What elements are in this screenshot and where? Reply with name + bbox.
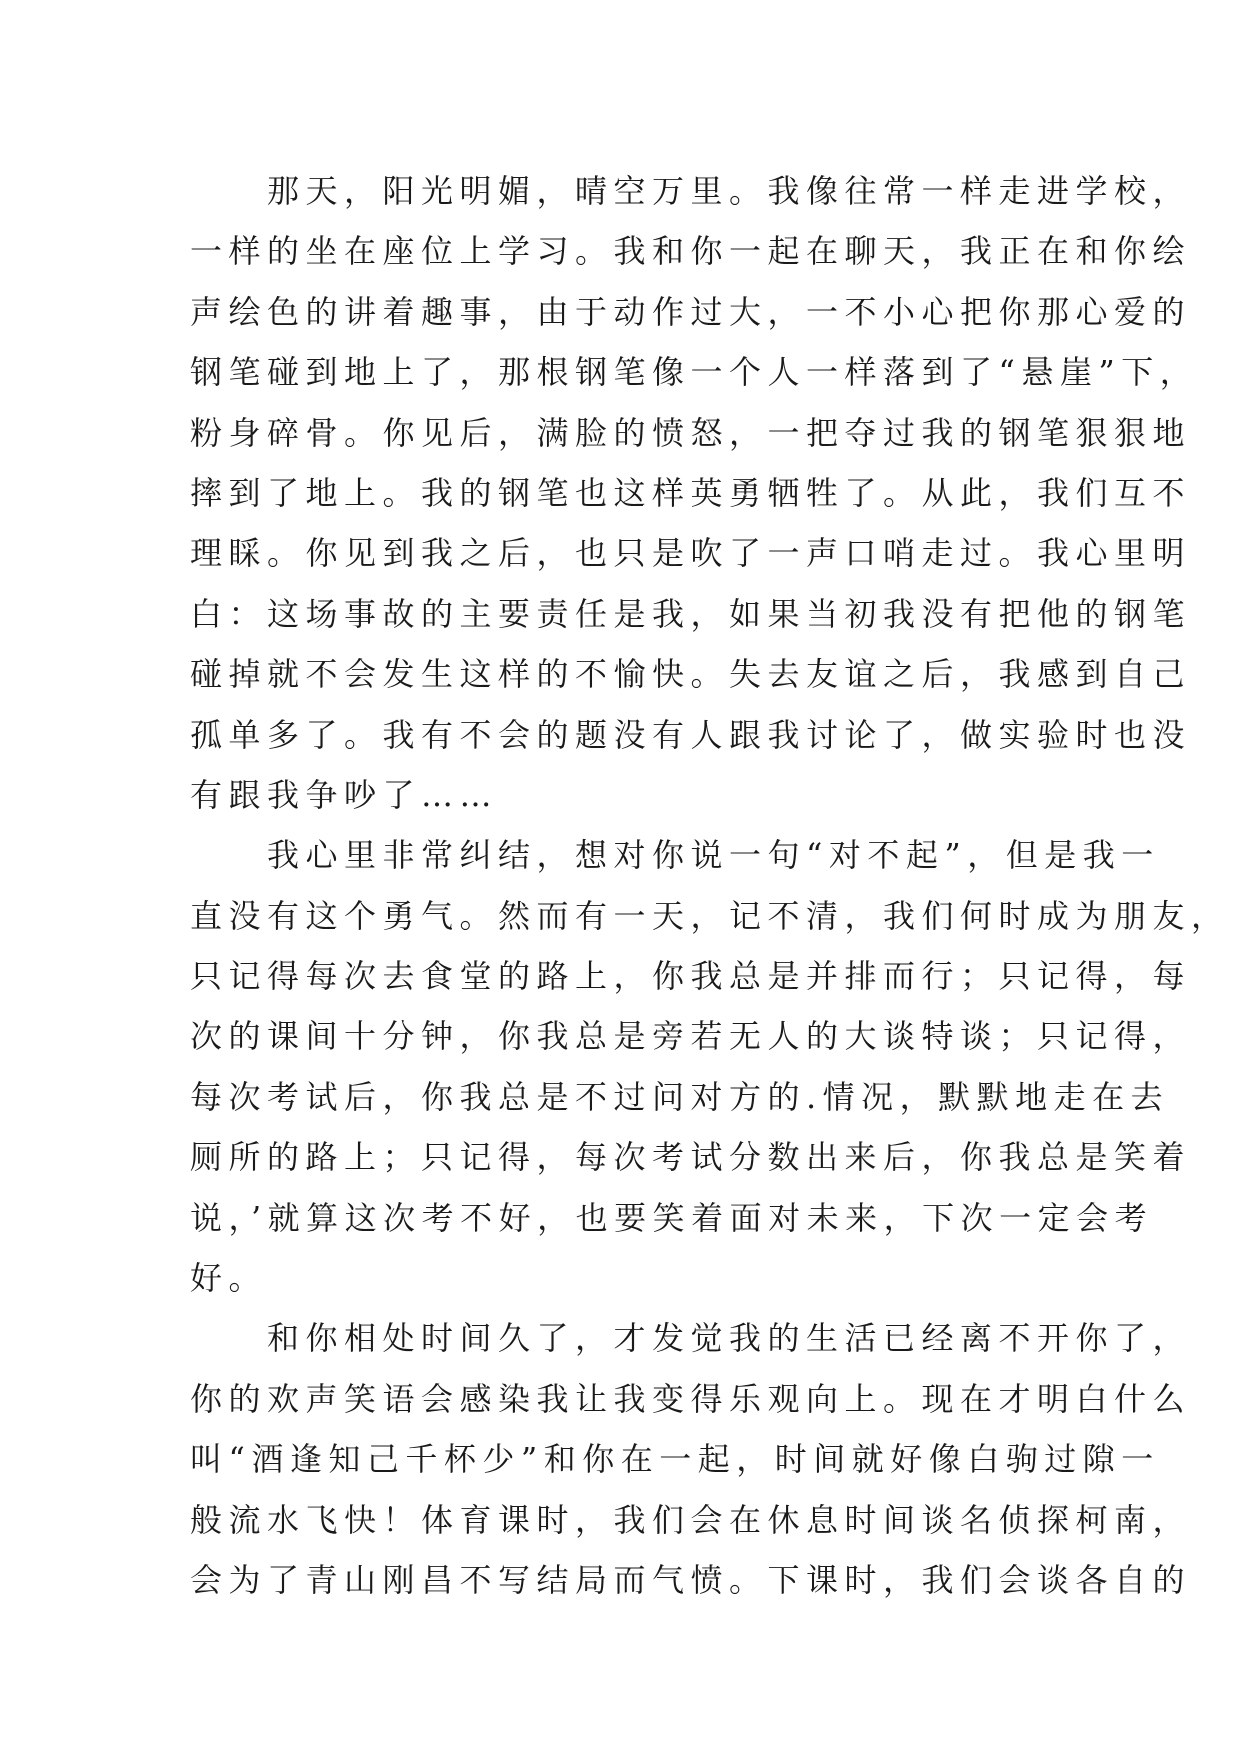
paragraph-3 — [190, 1308, 1192, 1610]
paragraph-line: 说，’就算这次考不好，也要笑着面对未来，下次一定会考 — [190, 1198, 1154, 1237]
paragraph-line: 那天，阳光明媚，晴空万里。我像往常一样走进学校， — [267, 172, 1192, 210]
paragraph-line: 一样的坐在座位上学习。我和你一起在聊天，我正在和你绘 — [190, 232, 1192, 271]
paragraph-line: 叫“酒逢知己千杯少”和你在一起，时间就好像白驹过隙一 — [190, 1440, 1160, 1479]
paragraph-line: 你的欢声笑语会感染我让我变得乐观向上。现在才明白什么 — [190, 1379, 1192, 1418]
paragraph-line: 厕所的路上；只记得，每次考试分数出来后，你我总是笑着 — [190, 1138, 1192, 1177]
paragraph-line: 粉身碎骨。你见后，满脸的愤怒，一把夺过我的钢笔狠狠地 — [190, 413, 1192, 452]
paragraph-line: 每次考试后，你我总是不过问对方的.情况，默默地走在去 — [190, 1077, 1170, 1116]
paragraph-line: 次的课间十分钟，你我总是旁若无人的大谈特谈；只记得， — [190, 1017, 1192, 1056]
paragraph-line: 只记得每次去食堂的路上，你我总是并排而行；只记得，每 — [190, 957, 1192, 996]
paragraph-line: 理睬。你见到我之后，也只是吹了一声口哨走过。我心里明 — [190, 534, 1192, 573]
paragraph-line: 声绘色的讲着趣事，由于动作过大，一不小心把你那心爱的 — [190, 292, 1192, 331]
paragraph-line: 我心里非常纠结，想对你说一句“对不起”，但是我一 — [267, 836, 1160, 875]
document-body — [190, 161, 1230, 1610]
paragraph-line: 碰掉就不会发生这样的不愉快。失去友谊之后，我感到自己 — [190, 655, 1192, 694]
paragraph-line: 钢笔碰到地上了，那根钢笔像一个人一样落到了“悬崖”下， — [190, 353, 1199, 392]
paragraph-line: 孤单多了。我有不会的题没有人跟我讨论了，做实验时也没 — [190, 715, 1192, 754]
paragraph-line: 和你相处时间久了，才发觉我的生活已经离不开你了， — [267, 1319, 1192, 1358]
paragraph-line: 好。 — [190, 1259, 268, 1298]
paragraph-1 — [190, 161, 1199, 825]
paragraph-line: 摔到了地上。我的钢笔也这样英勇牺牲了。从此，我们互不 — [190, 473, 1192, 512]
paragraph-line: 直没有这个勇气。然而有一天，记不清，我们何时成为朋友， — [190, 896, 1230, 935]
paragraph-2 — [190, 825, 1230, 1308]
paragraph-line: 白：这场事故的主要责任是我，如果当初我没有把他的钢笔 — [190, 594, 1192, 633]
paragraph-line: 会为了青山刚昌不写结局而气愤。下课时，我们会谈各自的 — [190, 1560, 1192, 1599]
paragraph-line: 有跟我争吵了…… — [190, 775, 499, 814]
paragraph-line: 般流水飞快！体育课时，我们会在休息时间谈名侦探柯南， — [190, 1500, 1192, 1539]
